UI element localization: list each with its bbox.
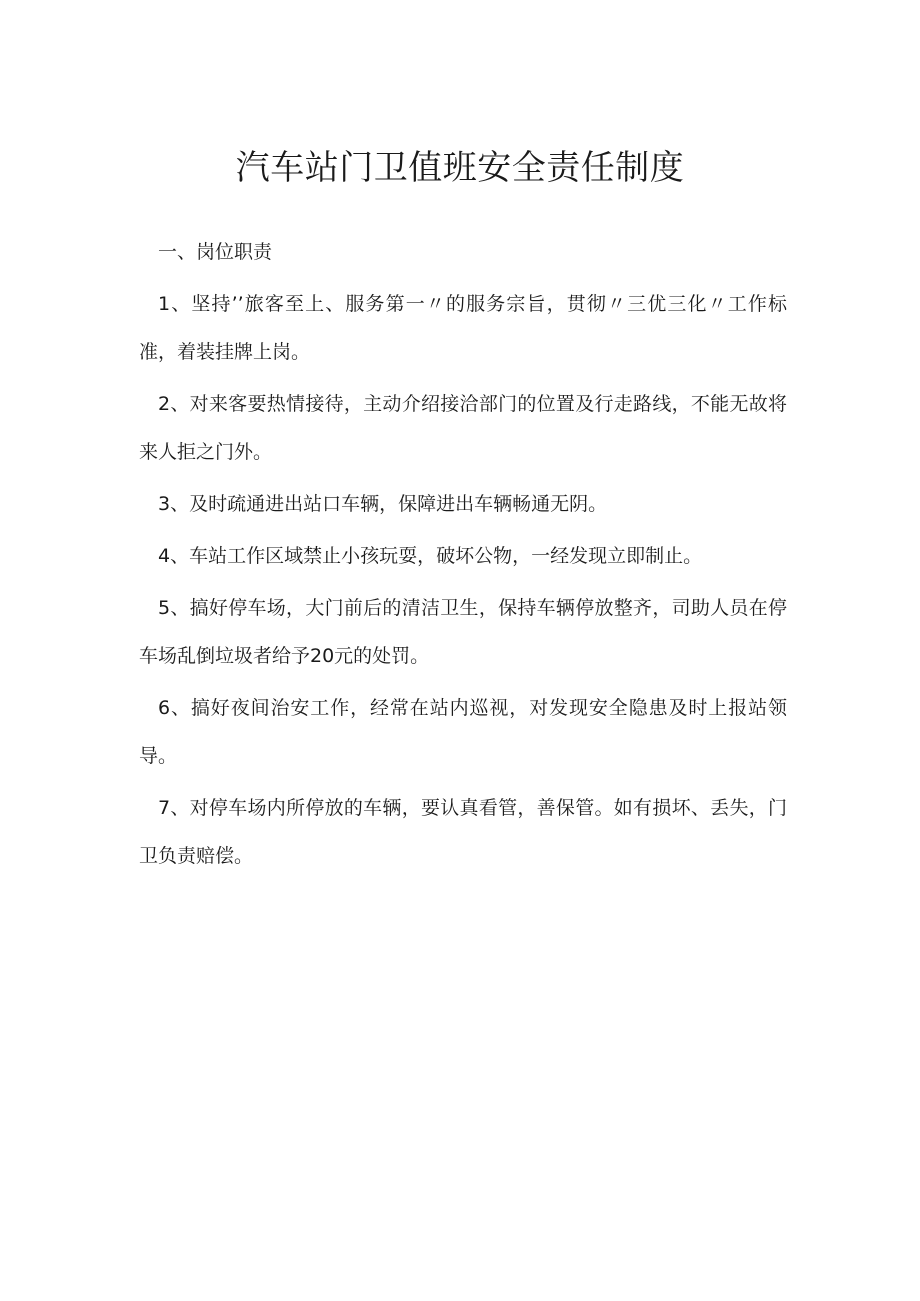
duty-item-3: 3、及时疏通进出站口车辆，保障进出车辆畅通无阴。 bbox=[158, 493, 608, 515]
duty-item-4: 4、车站工作区域禁止小孩玩耍，破坏公物，一经发现立即制止。 bbox=[158, 545, 703, 567]
duty-item-7: 7、对停车场内所停放的车辆，要认真看管，善保管。如有损坏、丢失，门卫负责赔偿。 bbox=[139, 797, 787, 867]
duty-item-6: 6、搞好夜间治安工作，经常在站内巡视，对发现安全隐患及时上报站领导。 bbox=[139, 697, 787, 767]
section-heading: 一、岗位职责 bbox=[158, 241, 273, 263]
page-title: 汽车站门卫值班安全责任制度 bbox=[235, 148, 685, 188]
duty-item-2: 2、对来客要热情接待，主动介绍接洽部门的位置及行走路线，不能无故将来人拒之门外。 bbox=[139, 393, 787, 463]
duty-item-5: 5、搞好停车场，大门前后的清洁卫生，保持车辆停放整齐，司助人员在停车场乱倒垃圾者给予20元的处罚。 bbox=[139, 597, 787, 667]
duty-item-1: 1、坚持’’旅客至上、服务第一〃的服务宗旨，贯彻〃三优三化〃工作标准，着装挂牌上岗。 bbox=[139, 293, 787, 363]
document-body bbox=[139, 228, 787, 884]
